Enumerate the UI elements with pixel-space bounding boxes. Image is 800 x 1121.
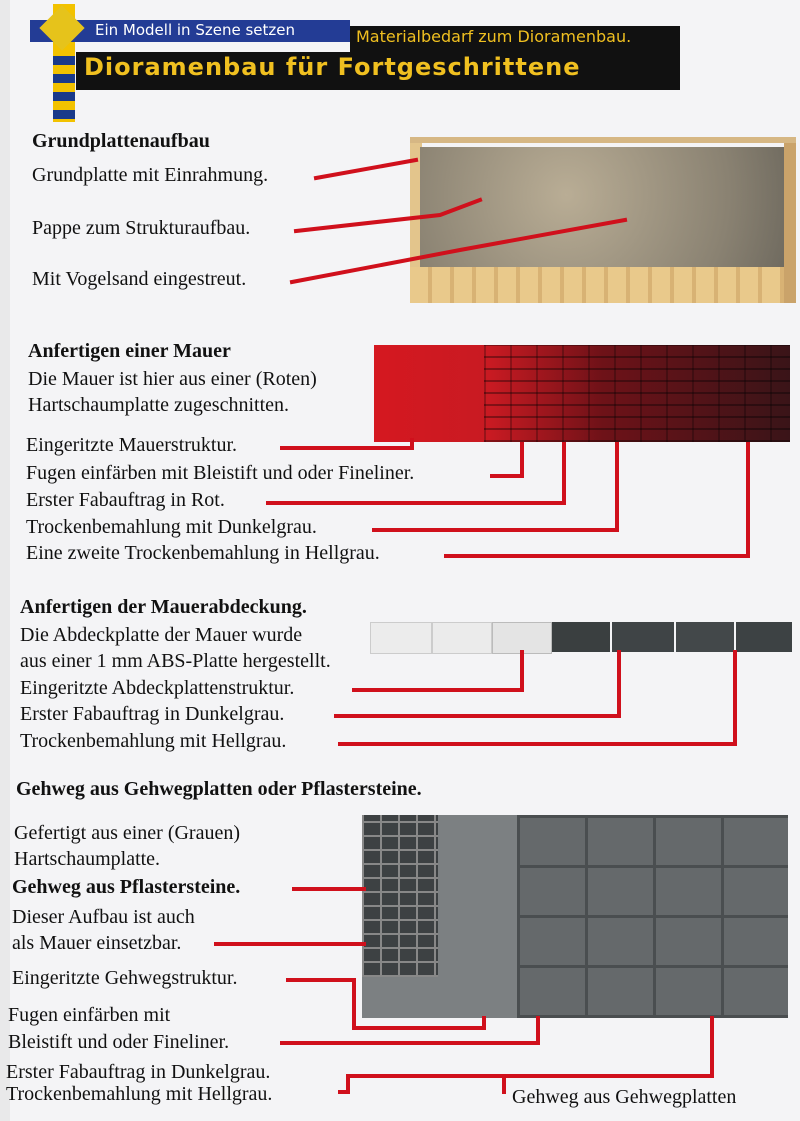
list-item: Trockenbemahlung mit Dunkelgrau. <box>26 516 317 538</box>
list-item: Eingeritzte Gehwegstruktur. <box>12 967 238 989</box>
sidewalk-slab-label: Gehweg aus Gehwegplatten <box>512 1086 737 1108</box>
list-item: Grundplatte mit Einrahmung. <box>32 164 269 186</box>
leader-line <box>316 160 416 178</box>
list-item: Erster Fabauftrag in Dunkelgrau. <box>6 1061 271 1083</box>
list-item: Trockenbemahlung mit Hellgrau. <box>6 1083 273 1105</box>
section-description: Gefertigt aus einer (Grauen) <box>14 822 240 844</box>
section-description: Hartschaumplatte zugeschnitten. <box>28 394 290 416</box>
section-description: Die Abdeckplatte der Mauer wurde <box>20 624 303 646</box>
header-title: Dioramenbau für Fortgeschrittene <box>84 53 581 81</box>
leader-line <box>340 652 735 744</box>
leader-line <box>282 440 412 448</box>
header-subtitle-black: Materialbedarf zum Dioramenbau. <box>356 27 632 46</box>
list-item: Erster Fabauftrag in Rot. <box>26 489 225 511</box>
leader-line <box>336 652 619 716</box>
leader-line <box>288 980 484 1028</box>
section-heading-grundplatte: Grundplattenaufbau <box>32 130 210 152</box>
list-item: Trockenbemahlung mit Hellgrau. <box>20 730 287 752</box>
section-description: als Mauer einsetzbar. <box>12 932 182 954</box>
leader-line <box>354 652 522 690</box>
section-description: Hartschaumplatte. <box>14 848 161 870</box>
header-subtitle-blue: Ein Modell in Szene setzen <box>95 21 295 39</box>
leader-line <box>492 444 522 476</box>
section-heading-gehweg: Gehweg aus Gehwegplatten oder Pflastersteine. <box>16 778 422 800</box>
list-item: Fugen einfärben mit Bleistift und oder Fineliner. <box>26 462 415 484</box>
section-description: Die Mauer ist hier aus einer (Roten) <box>28 368 317 390</box>
leader-line <box>282 1018 538 1043</box>
list-item: Pappe zum Strukturaufbau. <box>32 217 251 239</box>
section-heading-mauer: Anfertigen einer Mauer <box>28 340 231 362</box>
list-item: Bleistift und oder Fineliner. <box>8 1031 230 1053</box>
list-item: Eine zweite Trockenbemahlung in Hellgrau. <box>26 542 380 564</box>
list-item: Mit Vogelsand eingestreut. <box>32 268 247 290</box>
leader-line <box>374 444 617 530</box>
list-item: Eingeritzte Abdeckplattenstruktur. <box>20 677 295 699</box>
section-description: aus einer 1 mm ABS-Platte hergestellt. <box>20 650 331 672</box>
leader-line <box>446 444 748 556</box>
section-subheading-pflaster: Gehweg aus Pflastersteine. <box>12 876 241 898</box>
leader-line <box>296 200 480 231</box>
list-item: Fugen einfärben mit <box>8 1004 171 1026</box>
leader-line <box>292 220 625 282</box>
list-item: Eingeritzte Mauerstruktur. <box>26 434 238 456</box>
section-description: Dieser Aufbau ist auch <box>12 906 195 928</box>
section-heading-abdeckung: Anfertigen der Mauerabdeckung. <box>20 596 307 618</box>
list-item: Erster Fabauftrag in Dunkelgrau. <box>20 703 285 725</box>
